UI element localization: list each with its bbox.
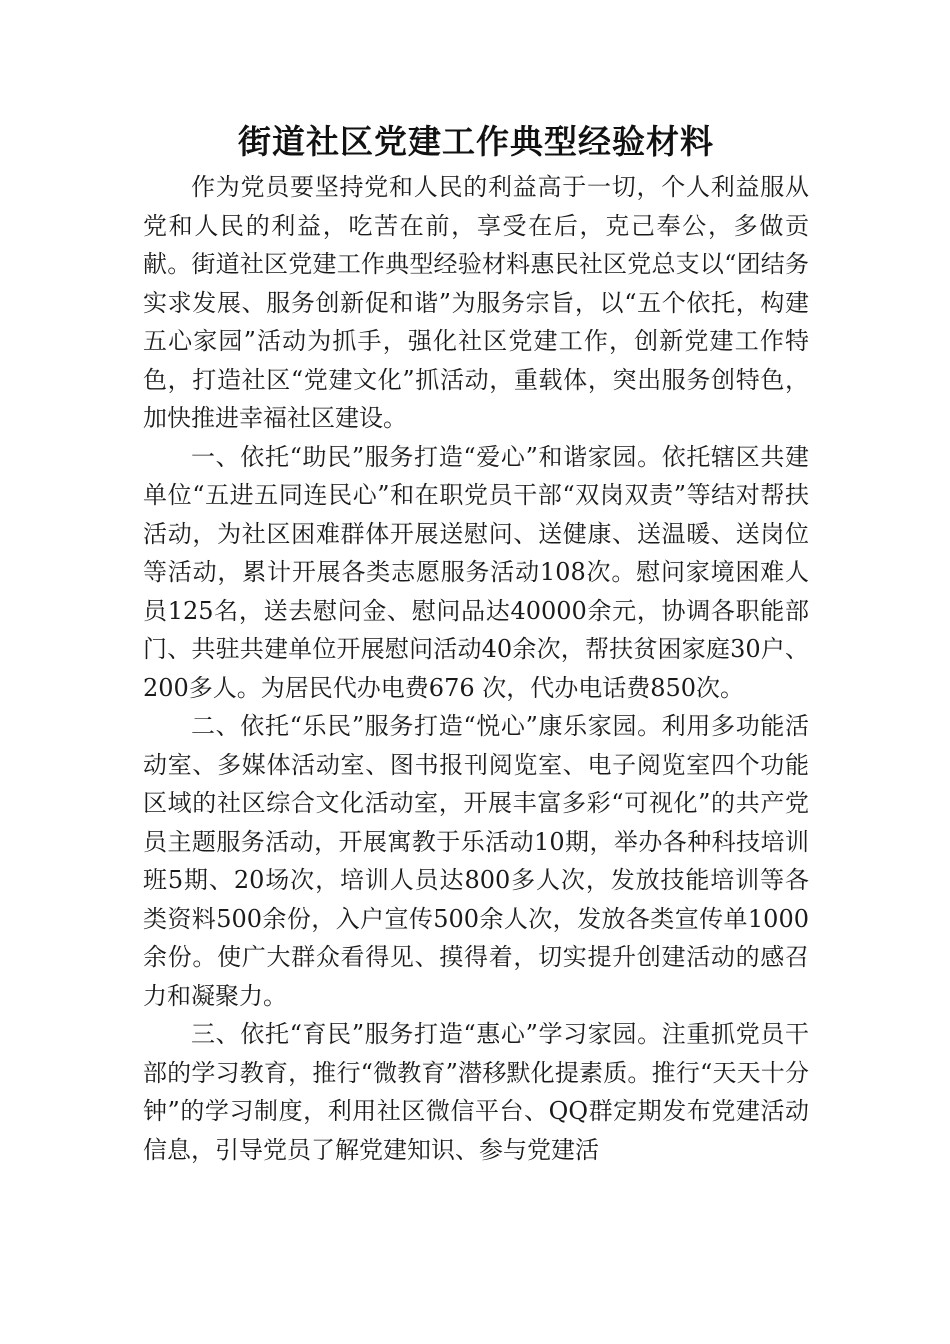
document-title: 街道社区党建工作典型经验材料	[238, 122, 714, 161]
paragraph-intro: 作为党员要坚持党和人民的利益高于一切，个人利益服从党和人民的利益，吃苦在前，享受在后，克己奉公，多做贡献。街道社区党建工作典型经验材料惠民社区党总支以“团结务实求发展、服务创新促和谐”为服务宗旨，以“五个依托，构建五心家园”活动为抓手，强化社区党建工作，创新党建工作特色，打造社区“党建文化”抓活动，重载体，突出服务创特色，加快推进幸福社区建设。	[143, 173, 809, 432]
paragraph-section-1: 一、依托“助民”服务打造“爱心”和谐家园。依托辖区共建单位“五进五同连民心”和在职党员干部“双岗双责”等结对帮扶活动，为社区困难群体开展送慰问、送健康、送温暖、送岗位等活动，累计开展各类志愿服务活动108次。慰问家境困难人员125名，送去慰问金、慰问品达40000余元，协调各职能部门、共驻共建单位开展慰问活动40余次，帮扶贫困家庭30户、200多人。为居民代办电费676 次，代办电话费850次。	[143, 442, 809, 702]
document-body	[143, 116, 809, 1169]
paragraph-section-2: 二、依托“乐民”服务打造“悦心”康乐家园。利用多功能活动室、多媒体活动室、图书报刊阅览室、电子阅览室四个功能区域的社区综合文化活动室，开展丰富多彩“可视化”的共产党员主题服务活动，开展寓教于乐活动10期，举办各种科技培训班5期、20场次，培训人员达800多人次，发放技能培训等各类资料500余份，入户宣传500余人次，发放各类宣传单1000余份。使广大群众看得见、摸得着，切实提升创建活动的感召力和凝聚力。	[143, 712, 809, 1010]
paragraph-section-3: 三、依托“育民”服务打造“惠心”学习家园。注重抓党员干部的学习教育，推行“微教育”潜移默化提素质。推行“天天十分钟”的学习制度，利用社区微信平台、QQ群定期发布党建活动信息，引导党员了解党建知识、参与党建活	[143, 1020, 809, 1164]
